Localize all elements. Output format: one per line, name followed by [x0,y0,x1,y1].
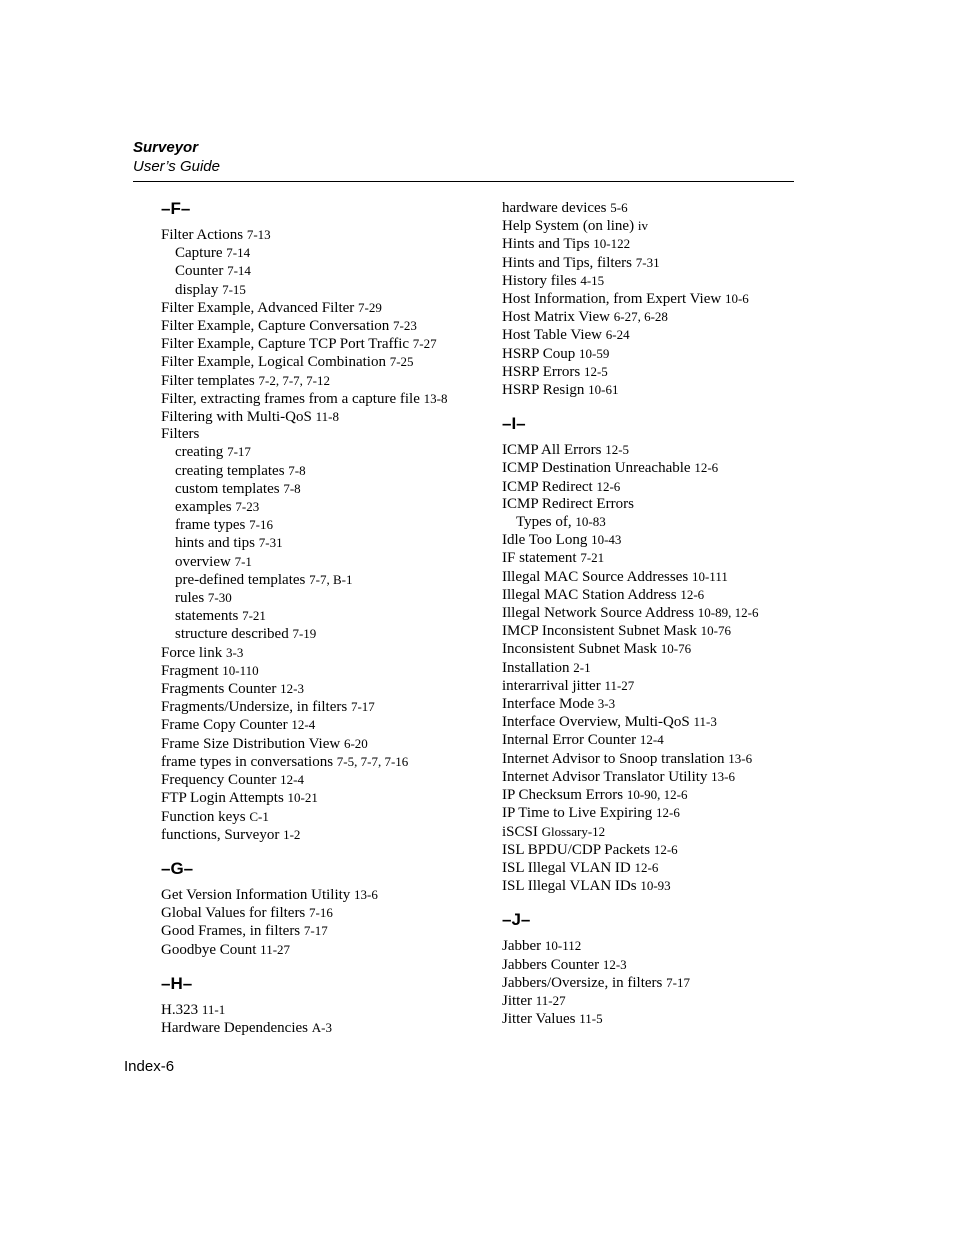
entry-term: Filters [161,426,200,443]
entry-page-ref: 12-5 [605,442,630,458]
entry-page-ref: 5-6 [610,200,628,215]
entry-term: Filter Example, Logical Combination [161,354,386,371]
index-entry [502,956,802,974]
entry-term: Help System (on line) [502,218,635,235]
entry-page-ref: 10-21 [287,790,318,806]
entry-term: IMCP Inconsistent Subnet Mask [502,623,697,640]
index-entry [502,586,802,604]
entry-term: Frequency Counter [161,772,277,789]
entry-term: ISL Illegal VLAN ID [502,859,631,876]
entry-term: Illegal MAC Source Addresses [502,568,689,585]
index-entry [502,459,802,477]
entry-page-ref: 10-111 [691,568,728,584]
entry-term: Types of, [516,514,572,531]
entry-page-ref: 7-8 [288,462,306,478]
index-entry [502,659,802,677]
entry-page-ref: 11-27 [260,941,291,957]
entry-page-ref: 10-59 [578,345,610,361]
entry-term: Filter Example, Advanced Filter [161,299,355,316]
index-entry [161,680,461,698]
entry-page-ref: 10-90, 12-6 [626,787,688,803]
entry-page-ref: 6-24 [605,327,630,343]
index-entry [502,877,802,895]
index-entry [502,235,802,253]
entry-page-ref: 10-93 [640,878,671,894]
entry-term: HSRP Errors [502,363,581,380]
index-entry [161,426,461,443]
entry-term: Frame Copy Counter [161,717,288,734]
entry-page-ref: 7-23 [393,318,417,334]
entry-term: Idle Too Long [502,532,588,549]
header-divider [133,181,794,182]
entry-page-ref: 12-4 [280,772,304,788]
entry-term: H.323 [161,1001,199,1018]
entry-term: creating templates [175,462,285,479]
entry-term: Internal Error Counter [502,732,637,749]
section-heading: –H– [161,973,193,993]
entry-page-ref: 7-1 [234,553,252,569]
index-column-right [502,199,802,1028]
index-entry [161,941,461,959]
entry-page-ref: 11-8 [315,409,339,425]
index-entry [161,372,461,390]
index-entry [502,786,802,804]
entry-page-ref: C-1 [249,808,269,824]
index-entry [502,272,802,290]
entry-page-ref: 7-23 [235,499,260,515]
entry-term: Jabber [502,938,542,955]
index-entry [502,992,802,1010]
entry-page-ref: 7-29 [358,299,382,315]
entry-page-ref: 12-4 [291,717,316,733]
entry-term: History files [502,272,577,289]
entry-page-ref: 7-27 [412,336,437,352]
entry-term: Counter [175,263,224,280]
entry-term: Illegal Network Source Address [502,605,695,622]
entry-term: Fragments/Undersize, in filters [161,699,348,716]
index-column-left [161,199,461,1037]
index-entry [161,753,461,771]
entry-page-ref: 7-2, 7-7, 7-12 [258,372,330,388]
index-entry [161,662,461,680]
index-entry [502,604,802,622]
entry-term: Internet Advisor Translator Utility [502,768,708,785]
index-entry [502,750,802,768]
index-entry [502,217,802,235]
entry-page-ref: 12-6 [596,478,621,494]
index-entry [161,226,461,244]
entry-page-ref: 10-61 [588,382,619,398]
index-entry [161,789,461,807]
index-subentry [161,244,461,262]
index-entry [502,199,802,217]
entry-term: ICMP Redirect Errors [502,495,634,512]
index-entry [161,1019,461,1037]
index-entry [502,568,802,586]
index-entry [502,640,802,658]
entry-page-ref: 12-4 [639,732,664,748]
entry-term: functions, Surveyor [161,826,280,843]
index-entry [502,308,802,326]
entry-term: ICMP Redirect [502,478,593,495]
index-entry [161,716,461,734]
entry-page-ref: 12-6 [680,586,705,602]
index-entry [502,974,802,992]
index-subentry [161,480,461,498]
entry-term: Filtering with Multi-QoS [161,409,312,426]
index-entry [161,390,461,408]
entry-term: examples [175,499,232,516]
entry-term: Hints and Tips, filters [502,254,633,271]
index-entry [502,549,802,567]
entry-term: pre-defined templates [175,571,306,588]
entry-term: overview [175,553,231,570]
entry-term: Installation [502,659,570,676]
entry-page-ref: 7-17 [350,699,375,715]
entry-term: Filter, extracting frames from a capture file [161,390,420,407]
index-section [161,974,461,1037]
index-entry [502,478,802,496]
entry-page-ref: 10-76 [700,623,731,639]
index-subentry [161,625,461,643]
entry-page-ref: 2-1 [573,659,591,675]
section-heading: –G– [161,858,194,878]
entry-page-ref: 3-3 [226,644,244,660]
index-subentry [161,571,461,589]
index-entry [161,922,461,940]
index-section [161,199,461,844]
index-section [502,199,802,399]
index-subentry [161,498,461,516]
index-entry [502,841,802,859]
index-entry [502,1010,802,1028]
entry-page-ref: 6-20 [343,735,368,751]
entry-page-ref: 10-89, 12-6 [697,605,759,621]
entry-term: IF statement [502,550,577,567]
index-entry [161,808,461,826]
entry-term: Jitter [502,992,532,1009]
index-entry [502,345,802,363]
entry-term: Get Version Information Utility [161,886,351,903]
entry-page-ref: 12-3 [602,956,627,972]
entry-term: creating [175,444,224,461]
index-entry [502,254,802,272]
entry-term: iSCSI [502,823,538,840]
entry-term: Filter Actions [161,227,244,243]
entry-term: Host Matrix View [502,309,610,326]
entry-term: Fragment [161,662,219,679]
index-entry [502,381,802,399]
index-subentry [161,589,461,607]
entry-term: Global Values for filters [161,905,306,922]
index-entry [502,695,802,713]
entry-term: Filter templates [161,372,255,389]
entry-page-ref: 7-21 [242,608,266,624]
entry-page-ref: 10-76 [660,641,692,657]
entry-page-ref: 11-3 [693,714,717,730]
index-subentry [161,607,461,625]
entry-term: hints and tips [175,535,256,552]
index-entry [502,363,802,381]
index-entry [161,886,461,904]
entry-page-ref: 12-6 [656,805,680,821]
entry-page-ref: 7-17 [666,974,690,990]
entry-term: Jabbers Counter [502,956,600,973]
index-section [161,859,461,959]
index-entry [502,677,802,695]
index-section [502,910,802,1028]
entry-term: ISL Illegal VLAN IDs [502,878,637,895]
entry-page-ref: 10-122 [593,236,631,252]
index-subentry [161,462,461,480]
index-subentry [161,262,461,280]
entry-term: Force link [161,644,223,661]
entry-term: hardware devices [502,200,607,216]
entry-term: Fragments Counter [161,681,277,698]
index-entry [502,768,802,786]
entry-term: Illegal MAC Station Address [502,586,677,603]
entry-page-ref: 10-6 [724,291,749,307]
entry-page-ref: 11-1 [201,1001,226,1017]
entry-term: Internet Advisor to Snoop translation [502,750,725,767]
index-entry [161,317,461,335]
index-entry [161,353,461,371]
index-subentry [161,281,461,299]
entry-term: structure described [175,626,289,643]
entry-term: FTP Login Attempts [161,790,284,807]
entry-term: Jitter Values [502,1011,576,1028]
entry-page-ref: 13-6 [711,768,736,784]
entry-page-ref: 4-15 [580,272,605,288]
page-header [133,138,794,176]
entry-term: Jabbers/Oversize, in filters [502,974,663,991]
entry-term: ICMP All Errors [502,442,602,459]
entry-term: Inconsistent Subnet Mask [502,641,657,658]
entry-page-ref: 12-6 [694,460,719,476]
entry-term: Host Table View [502,327,602,344]
index-entry [161,644,461,662]
index-entry [161,698,461,716]
entry-term: Good Frames, in filters [161,923,301,940]
entry-page-ref: 12-6 [634,859,659,875]
page-number: Index-6 [124,1058,175,1075]
index-entry [502,804,802,822]
index-entry [502,731,802,749]
entry-page-ref: 6-27, 6-28 [613,309,668,325]
entry-page-ref: 13-6 [354,886,378,902]
entry-page-ref: iv [637,218,648,234]
index-entry [502,713,802,731]
index-entry [161,735,461,753]
entry-page-ref: 7-14 [226,245,251,261]
index-entry [502,531,802,549]
entry-term: Frame Size Distribution View [161,735,341,752]
entry-page-ref: 7-5, 7-7, 7-16 [336,753,409,769]
entry-page-ref: 7-13 [246,227,271,242]
entry-page-ref: 11-5 [579,1011,603,1027]
entry-page-ref: 7-31 [635,254,660,270]
entry-page-ref: 1-2 [283,826,301,842]
index-subentry [161,553,461,571]
entry-term: Capture [175,245,223,262]
index-entry [502,290,802,308]
entry-page-ref: 7-17 [303,923,328,939]
entry-term: Interface Overview, Multi-QoS [502,714,690,731]
entry-term: HSRP Coup [502,345,576,362]
index-entry [502,496,802,513]
index-subentry [161,534,461,552]
entry-page-ref: 3-3 [597,696,616,712]
index-entry [161,408,461,426]
document-subtitle: User’s Guide [133,158,220,175]
entry-page-ref: 7-15 [222,281,246,297]
entry-page-ref: 11-27 [535,992,566,1008]
index-subentry [161,443,461,461]
entry-term: Function keys [161,808,246,825]
entry-page-ref: 7-25 [389,354,414,370]
entry-term: frame types in conversations [161,753,334,770]
section-heading: –F– [161,199,191,218]
index-entry [161,771,461,789]
document-title: Surveyor [133,139,199,156]
entry-page-ref: 7-7, B-1 [309,571,353,587]
entry-term: ICMP Destination Unreachable [502,460,691,477]
section-heading: –I– [502,414,526,434]
index-entry [161,1001,461,1019]
entry-term: rules [175,590,205,607]
entry-term: HSRP Resign [502,382,585,399]
entry-page-ref: 12-3 [280,681,304,697]
entry-page-ref: 7-14 [227,263,251,279]
entry-page-ref: 10-112 [544,938,582,954]
entry-term: interarrival jitter [502,677,601,694]
entry-term: Goodbye Count [161,941,257,958]
section-heading: –J– [502,910,531,930]
entry-term: custom templates [175,480,280,497]
index-entry [502,937,802,955]
index-entry [502,441,802,459]
entry-page-ref: 13-8 [423,390,448,406]
entry-term: Host Information, from Expert View [502,291,722,308]
entry-page-ref: 10-110 [222,662,259,678]
index-entry [502,823,802,841]
entry-page-ref: 13-6 [728,750,753,766]
index-entry [161,904,461,922]
entry-page-ref: 7-8 [283,480,301,496]
index-entry [502,622,802,640]
entry-page-ref: 11-27 [604,677,635,693]
entry-term: Interface Mode [502,696,595,713]
entry-term: Filter Example, Capture Conversation [161,318,390,335]
entry-term: statements [175,608,239,625]
entry-page-ref: 7-16 [249,517,273,533]
entry-term: Filter Example, Capture TCP Port Traffic [161,336,410,353]
entry-term: IP Time to Live Expiring [502,805,653,822]
entry-term: IP Checksum Errors [502,787,624,804]
entry-page-ref: 7-30 [207,590,232,606]
entry-page-ref: 7-31 [258,535,283,551]
entry-page-ref: 12-5 [583,363,608,379]
entry-page-ref: 7-16 [309,905,333,921]
index-entry [161,335,461,353]
entry-page-ref: 10-83 [575,514,606,530]
index-entry [161,826,461,844]
entry-page-ref: 7-17 [227,444,251,460]
index-entry [161,299,461,317]
entry-term: frame types [175,517,246,534]
entry-term: display [175,281,219,298]
index-subentry [161,516,461,534]
entry-page-ref: 7-21 [580,550,605,566]
entry-page-ref: Glossary-12 [541,823,606,839]
index-section [502,414,802,895]
index-entry [502,326,802,344]
entry-page-ref: A-3 [311,1019,332,1035]
entry-page-ref: 7-19 [292,626,317,642]
entry-term: ISL BPDU/CDP Packets [502,841,651,858]
index-subentry [502,513,802,531]
entry-term: Hardware Dependencies [161,1019,309,1036]
entry-term: Hints and Tips [502,236,590,253]
index-entry [502,859,802,877]
entry-page-ref: 10-43 [591,532,622,548]
entry-page-ref: 12-6 [653,841,678,857]
